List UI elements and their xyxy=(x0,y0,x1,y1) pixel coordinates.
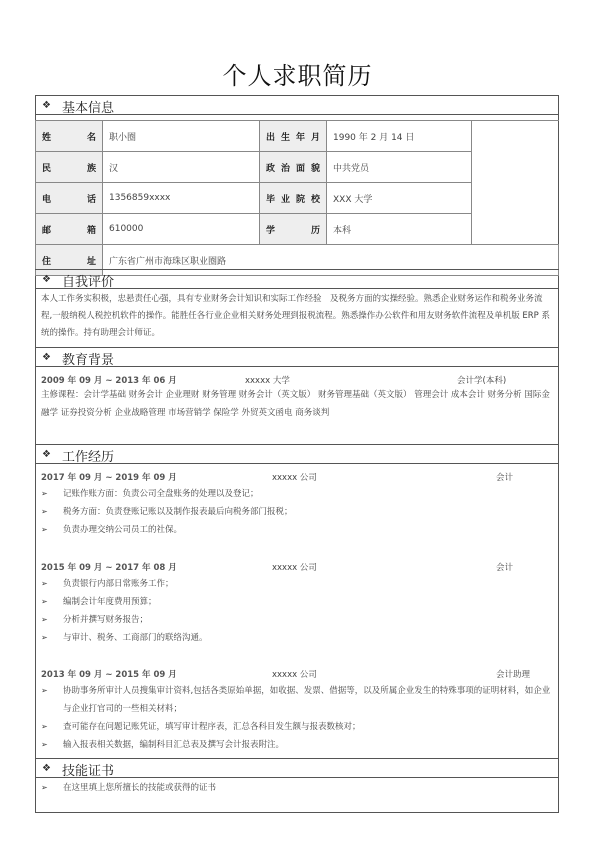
work-company: xxxxx 公司 xyxy=(272,473,317,483)
address-label: 住址 xyxy=(36,245,103,276)
table-row xyxy=(36,121,559,152)
work-period: 2015 年 09 月 ~ 2017 年 08 月 xyxy=(41,563,177,573)
school-value: XXX 大学 xyxy=(327,183,472,214)
work-entry-header xyxy=(41,561,553,575)
arrow-bullet-icon: ➢ xyxy=(41,615,48,624)
work-period: 2013 年 09 月 ~ 2015 年 09 月 xyxy=(41,670,177,680)
arrow-bullet-icon: ➢ xyxy=(41,783,48,792)
resume-title: 个人求职简历 xyxy=(222,62,373,90)
section-title: 自我评价 xyxy=(62,275,115,290)
education-period: 2009 年 09 月 ~ 2013 年 06 月 xyxy=(41,376,177,386)
section-skills xyxy=(35,758,559,778)
arrow-bullet-icon: ➢ xyxy=(41,525,48,534)
section-title: 工作经历 xyxy=(62,450,115,465)
section-title: 教育背景 xyxy=(62,353,115,368)
education-major: 会计学(本科) xyxy=(457,376,507,386)
email-label: 邮箱 xyxy=(36,214,103,245)
work-period: 2017 年 09 月 ~ 2019 年 09 月 xyxy=(41,473,177,483)
work-role: 会计助理 xyxy=(496,670,531,680)
diamond-cluster-icon: ❖ xyxy=(42,763,51,774)
work-entry-header xyxy=(41,471,553,485)
arrow-bullet-icon: ➢ xyxy=(41,597,48,606)
arrow-bullet-icon: ➢ xyxy=(41,740,48,749)
work-company: xxxxx 公司 xyxy=(272,563,317,573)
basic-info-table xyxy=(35,120,559,276)
arrow-bullet-icon: ➢ xyxy=(41,489,48,498)
arrow-bullet-icon: ➢ xyxy=(41,686,48,695)
address-value: 广东省广州市海珠区职业圈路 xyxy=(103,245,559,276)
self-evaluation-text: 本人工作务实积极，忠悬责任心强，具有专业财务会计知识和实际工作经验 及税务方面的实操经验。熟悉企业财务运作和税务业务流程,一般纳税人税控机软件的操作。能胜任各行业企业相关财务处理到报税流程。熟悉操作办公软件和用友财务软件流程及单机版 ERP 系统的操作。持有助理会计师证。 xyxy=(41,294,551,338)
birth-value: 1990 年 2 月 14 日 xyxy=(327,121,472,152)
degree-label: 学历 xyxy=(260,214,327,245)
arrow-bullet-icon: ➢ xyxy=(41,722,48,731)
education-courses: 主修课程：会计学基础 财务会计 企业理财 财务管理 财务会计（英文版） 财务管理基础（英文版） 管理会计 成本会计 财务分析 国际金融学 证券投资分析 企业战略管理 市场营销学 保险学 外贸英文函电 商务谈判 xyxy=(41,390,550,418)
ethnic-label: 民族 xyxy=(36,152,103,183)
diamond-cluster-icon: ❖ xyxy=(42,352,51,363)
work-role: 会计 xyxy=(496,563,514,573)
education-school: xxxxx 大学 xyxy=(245,376,290,386)
phone-label: 电话 xyxy=(36,183,103,214)
name-label: 姓名 xyxy=(36,121,103,152)
section-self-evaluation xyxy=(35,269,559,289)
work-entry-header xyxy=(41,668,553,682)
section-work-experience xyxy=(35,444,559,464)
section-title: 技能证书 xyxy=(62,764,115,779)
work-company: xxxxx 公司 xyxy=(272,670,317,680)
arrow-bullet-icon: ➢ xyxy=(41,579,48,588)
diamond-cluster-icon: ❖ xyxy=(42,449,51,460)
section-basic-info xyxy=(35,95,559,115)
degree-value: 本科 xyxy=(327,214,472,245)
name-value: 职小圈 xyxy=(103,121,260,152)
photo-area xyxy=(472,121,559,245)
birth-label: 出生年月 xyxy=(260,121,327,152)
politics-value: 中共党员 xyxy=(327,152,472,183)
ethnic-value: 汉 xyxy=(103,152,260,183)
diamond-cluster-icon: ❖ xyxy=(42,274,51,285)
section-education xyxy=(35,347,559,367)
email-value: 610000 xyxy=(103,214,260,245)
phone-value: 1356859xxxx xyxy=(103,183,260,214)
politics-label: 政治面貌 xyxy=(260,152,327,183)
work-role: 会计 xyxy=(496,473,514,483)
arrow-bullet-icon: ➢ xyxy=(41,507,48,516)
section-title: 基本信息 xyxy=(62,101,115,116)
diamond-cluster-icon: ❖ xyxy=(42,100,51,111)
school-label: 毕业院校 xyxy=(260,183,327,214)
arrow-bullet-icon: ➢ xyxy=(41,633,48,642)
